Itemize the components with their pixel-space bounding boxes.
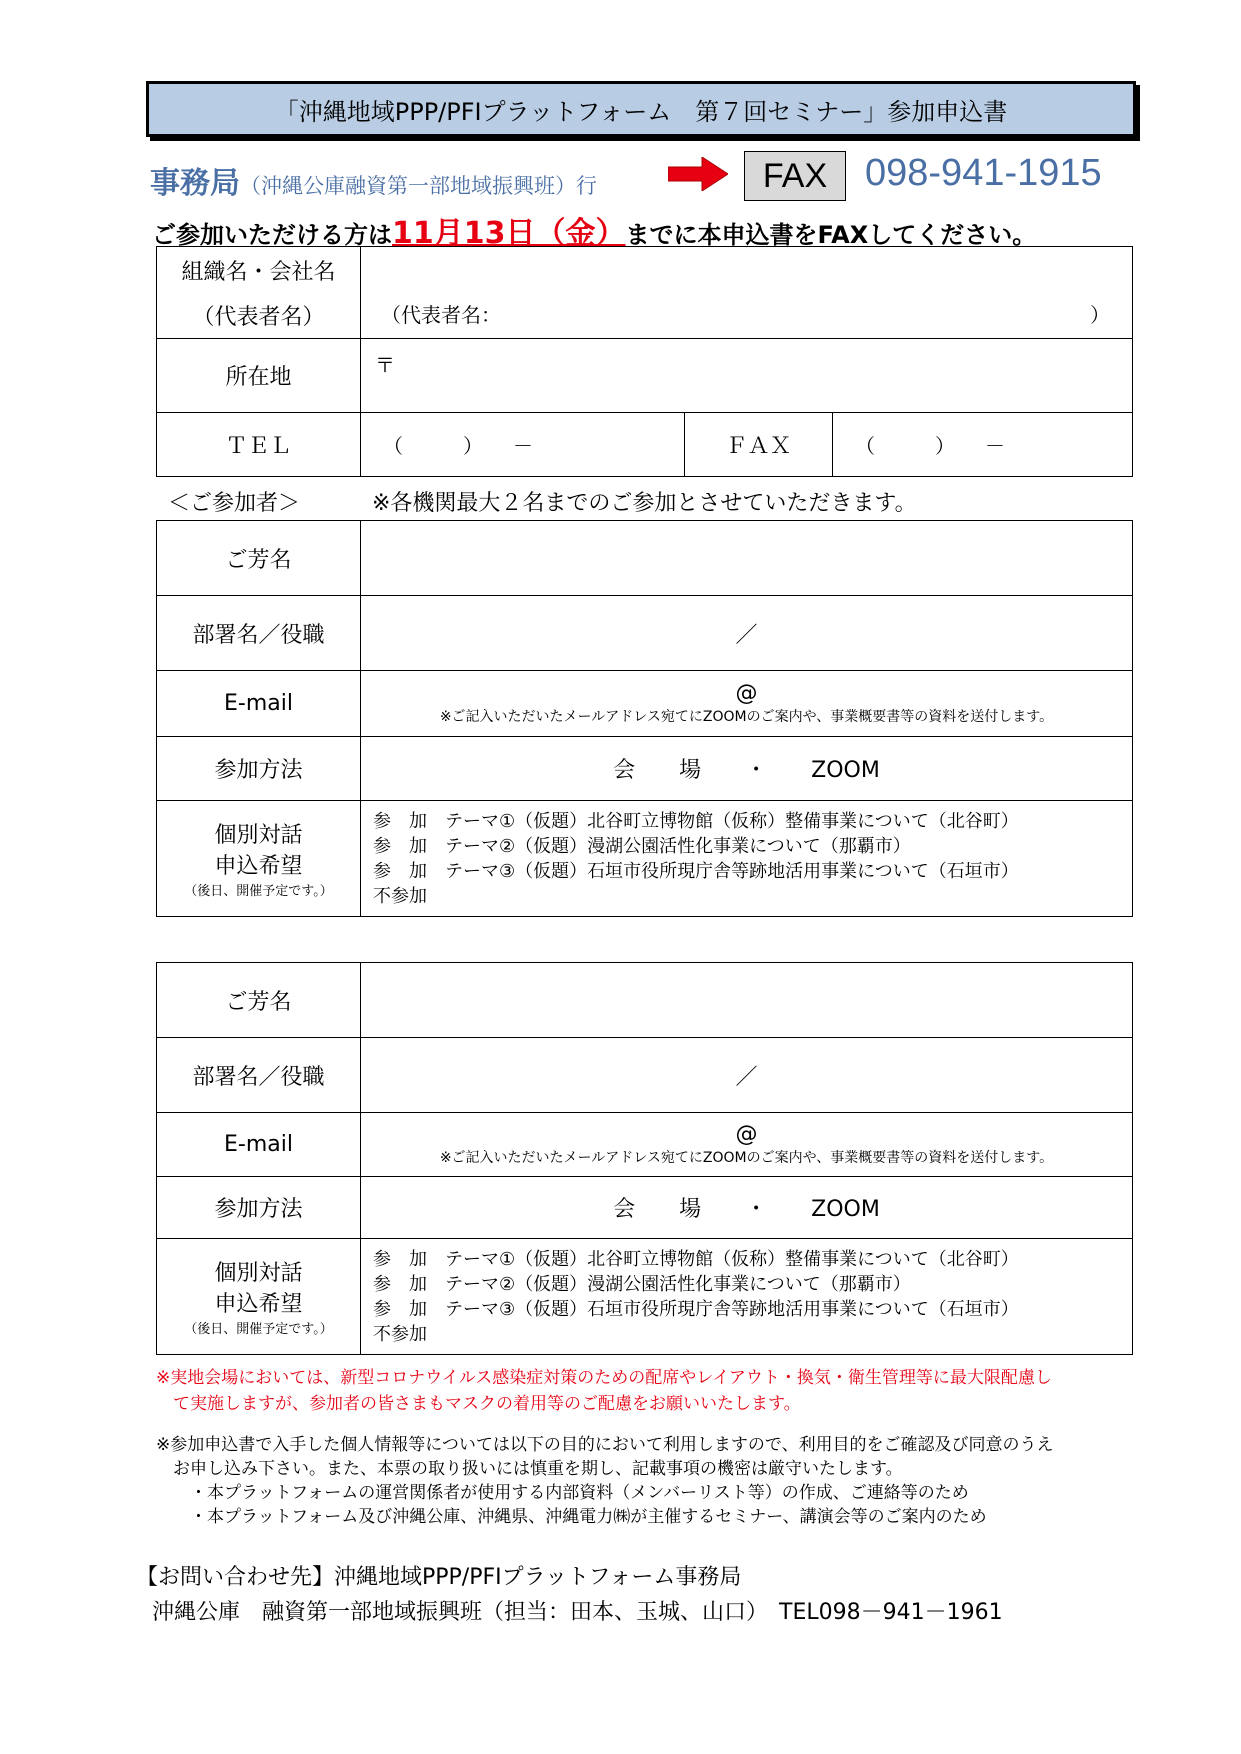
participants-heading: ＜ご参加者＞ (168, 491, 301, 516)
org-name-field[interactable] (361, 247, 1133, 339)
form-title-text: 「沖縄地域PPP/PFIプラットフォーム 第７回セミナー」参加申込書 (274, 97, 1008, 126)
rep-field-close: ） (1090, 303, 1110, 327)
privacy-note-line: お申し込み下さい。また、本票の取り扱いには慎重を期し、記載事項の機密は厳守いたします。 (156, 1459, 903, 1479)
deadline-prefix: ご参加いただける方は (152, 221, 392, 249)
covid-note-line: ※実地会場においては、新型コロナウイルス感染症対策のための配席やレイアウト・換気・衛生管理等に最大限配慮し (156, 1368, 1052, 1388)
email-at: @ (735, 681, 758, 706)
dialogue-label-cell (157, 1239, 361, 1355)
dialogue-label-3: （後日、開催予定です。） (184, 884, 333, 899)
postal-mark: 〒 (375, 353, 395, 377)
fax-label-box (744, 151, 846, 201)
dialogue-option-1[interactable]: 参 加 テーマ①（仮題）北谷町立博物館（仮称）整備事業について（北谷町） (373, 810, 1019, 832)
deadline-suffix: までに本申込書をFAXしてください。 (625, 221, 1037, 249)
participant-2-table (156, 962, 1133, 1355)
method-label: 参加方法 (157, 737, 361, 801)
email-field[interactable] (361, 1113, 1133, 1177)
contact-details: 沖縄公庫 融資第一部地域振興班（担当：田本、玉城、山口） TEL098－941－1961 (152, 1600, 1003, 1625)
dept-label: 部署名／役職 (157, 1038, 361, 1113)
org-label: 組織名・会社名 (181, 259, 336, 285)
dialogue-option-1[interactable]: 参 加 テーマ①（仮題）北谷町立博物館（仮称）整備事業について（北谷町） (373, 1248, 1019, 1270)
organization-table (156, 246, 1133, 477)
dialogue-option-3[interactable]: 参 加 テーマ③（仮題）石垣市役所現庁舎等跡地活用事業について（石垣市） (373, 1298, 1019, 1320)
email-at: @ (735, 1122, 758, 1147)
participants-note: ※各機関最大２名までのご参加とさせていただきます。 (372, 491, 917, 516)
contact-heading: 【お問い合わせ先】沖縄地域PPP/PFIプラットフォーム事務局 (136, 1565, 742, 1590)
dialogue-option-3[interactable]: 参 加 テーマ③（仮題）石垣市役所現庁舎等跡地活用事業について（石垣市） (373, 860, 1019, 882)
dialogue-label-2: 申込希望 (214, 1292, 303, 1317)
participant-1-table (156, 520, 1133, 917)
dialogue-option-none[interactable]: 不参加 (373, 1323, 427, 1345)
method-options[interactable]: 会 場 ・ ZOOM (361, 737, 1133, 801)
form-title (146, 81, 1136, 137)
dialogue-options (361, 1239, 1133, 1355)
office-heading (150, 158, 597, 202)
privacy-note-line: ※参加申込書で入手した個人情報等については以下の目的において利用しますので、利用目的をご確認及び同意のうえ (156, 1435, 1054, 1455)
address-label: 所在地 (157, 339, 361, 413)
fax-field[interactable]: （ ） － (833, 413, 1133, 477)
email-note: ※ご記入いただいたメールアドレス宛てにZOOMのご案内や、事業概要書等の資料を送付します。 (439, 709, 1054, 725)
tel-field[interactable]: （ ） － (361, 413, 685, 477)
dialogue-label-3: （後日、開催予定です。） (184, 1322, 333, 1337)
fax-number: 098-941-1915 (865, 152, 1102, 194)
dept-label: 部署名／役職 (157, 596, 361, 671)
privacy-note-line: ・本プラットフォーム及び沖縄公庫、沖縄県、沖縄電力㈱が主催するセミナー、講演会等のご案内のため (156, 1507, 987, 1527)
covid-note-line: て実施しますが、参加者の皆さまもマスクの着用等のご配慮をお願いいたします。 (156, 1394, 801, 1414)
dialogue-option-2[interactable]: 参 加 テーマ②（仮題）漫湖公園活性化事業について（那覇市） (373, 835, 911, 857)
dialogue-option-2[interactable]: 参 加 テーマ②（仮題）漫湖公園活性化事業について（那覇市） (373, 1273, 911, 1295)
email-label: E-mail (157, 1113, 361, 1177)
tel-label: ＴＥＬ (157, 413, 361, 477)
address-field[interactable] (361, 339, 1133, 413)
dialogue-label-1: 個別対話 (214, 823, 303, 848)
email-label: E-mail (157, 671, 361, 737)
dept-field[interactable]: ／ (361, 596, 1133, 671)
dialogue-label-cell (157, 801, 361, 917)
name-field[interactable] (361, 963, 1133, 1038)
deadline-date: 11月13日（金） (392, 216, 626, 251)
dept-field[interactable]: ／ (361, 1038, 1133, 1113)
name-field[interactable] (361, 521, 1133, 596)
dialogue-label-1: 個別対話 (214, 1261, 303, 1286)
rep-field-label: （代表者名： (381, 303, 501, 327)
covid-note (156, 1365, 1146, 1417)
office-sub: （沖縄公庫融資第一部地域振興班） (240, 174, 576, 198)
right-arrow-icon (668, 157, 728, 191)
privacy-note (156, 1433, 1146, 1529)
name-label: ご芳名 (157, 521, 361, 596)
email-field[interactable] (361, 671, 1133, 737)
method-options[interactable]: 会 場 ・ ZOOM (361, 1177, 1133, 1239)
dialogue-options (361, 801, 1133, 917)
rep-label: （代表者名） (192, 304, 325, 330)
fax-field-label: ＦＡＸ (685, 413, 833, 477)
dialogue-label-2: 申込希望 (214, 854, 303, 879)
privacy-note-line: ・本プラットフォームの運営関係者が使用する内部資料（メンバーリスト等）の作成、ご連絡等のため (156, 1483, 969, 1503)
fax-label: FAX (762, 156, 828, 195)
method-label: 参加方法 (157, 1177, 361, 1239)
email-note: ※ご記入いただいたメールアドレス宛てにZOOMのご案内や、事業概要書等の資料を送付します。 (439, 1150, 1054, 1166)
office-main: 事務局 (150, 166, 240, 201)
office-suffix: 行 (576, 174, 597, 198)
org-label-cell (157, 247, 361, 339)
name-label: ご芳名 (157, 963, 361, 1038)
dialogue-option-none[interactable]: 不参加 (373, 885, 427, 907)
